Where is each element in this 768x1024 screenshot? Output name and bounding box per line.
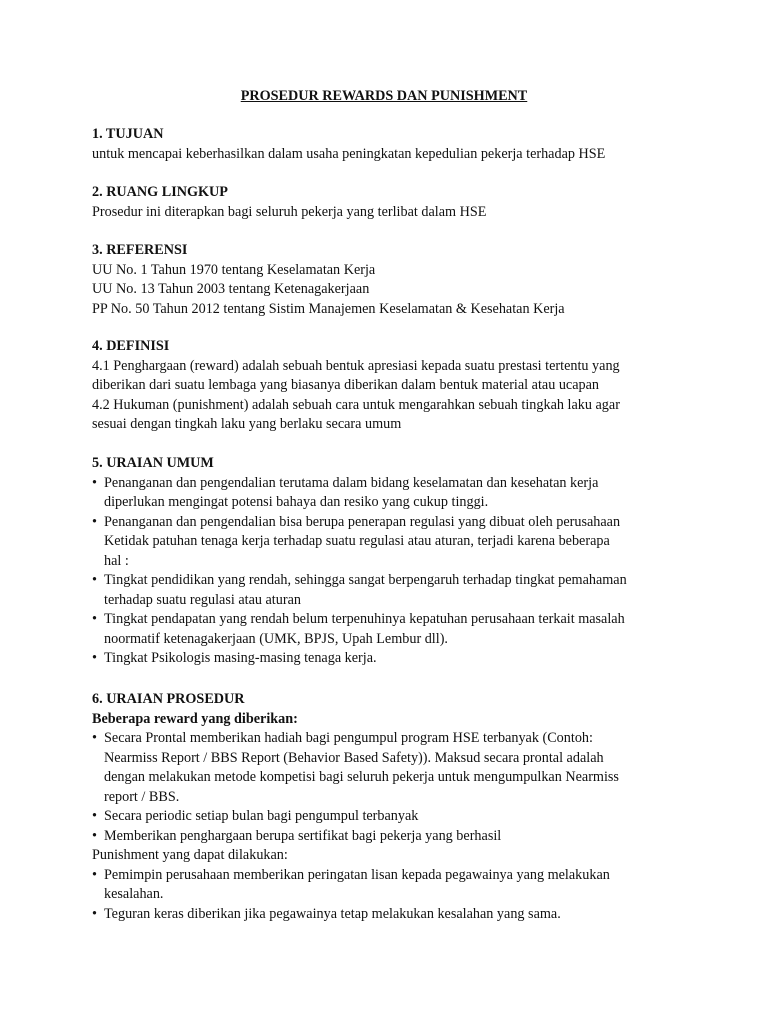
bullet-marker: • bbox=[92, 572, 97, 588]
section-ruang-lingkup bbox=[92, 183, 692, 222]
bullet-marker: • bbox=[92, 866, 97, 883]
section-heading: 6. URAIAN PROSEDUR bbox=[92, 691, 245, 707]
list-item-line: Tingkat Psikologis masing-masing tenaga kerja. bbox=[104, 650, 377, 666]
section-uraian-prosedur bbox=[92, 690, 692, 924]
section-text: untuk mencapai keberhasilkan dalam usaha peningkatan kepedulian pekerja terhadap HSE bbox=[92, 145, 606, 162]
list-item-line: Pemimpin perusahaan memberikan peringatan lisan kepada pegawainya yang melakukan bbox=[104, 866, 610, 883]
definition-line: diberikan dari suatu lembaga yang biasanya diberikan dalam bentuk material atau ucapan bbox=[92, 377, 600, 393]
list-item-line: dengan melakukan metode kompetisi bagi seluruh pekerja untuk mengumpulkan Nearmiss bbox=[104, 769, 619, 785]
section-heading: 1. TUJUAN bbox=[92, 126, 164, 142]
list-item-line: terhadap suatu regulasi atau aturan bbox=[104, 591, 301, 608]
list-item-line: Secara periodic setiap bulan bagi pengumpul terbanyak bbox=[104, 808, 419, 824]
bullet-marker: • bbox=[92, 730, 97, 746]
list-item bbox=[92, 866, 692, 905]
reference-line: PP No. 50 Tahun 2012 tentang Sistim Manajemen Keselamatan & Kesehatan Kerja bbox=[92, 300, 565, 317]
list-item-line: Nearmiss Report / BBS Report (Behavior Based Safety)). Maksud secara prontal adalah bbox=[104, 749, 604, 766]
list-item bbox=[92, 807, 692, 827]
section-definisi bbox=[92, 337, 692, 435]
list-item bbox=[92, 827, 692, 866]
definition-line: sesuai dengan tingkah laku yang berlaku secara umum bbox=[92, 416, 402, 432]
definition-line: 4.1 Penghargaan (reward) adalah sebuah bentuk apresiasi kepada suatu prestasi tertentu yang bbox=[92, 357, 620, 374]
bullet-marker: • bbox=[92, 905, 97, 922]
bullet-marker: • bbox=[92, 808, 97, 824]
section-tujuan bbox=[92, 125, 692, 164]
list-item-line: Memberikan penghargaan berupa sertifikat bagi pekerja yang berhasil bbox=[104, 827, 502, 844]
punishment-subheading: Punishment yang dapat dilakukan: bbox=[92, 847, 288, 863]
list-item-line: Penanganan dan pengendalian bisa berupa penerapan regulasi yang dibuat oleh perusahaan bbox=[104, 513, 621, 530]
bullet-marker: • bbox=[92, 611, 97, 627]
list-item-line: report / BBS. bbox=[104, 788, 180, 805]
section-heading: 2. RUANG LINGKUP bbox=[92, 184, 228, 200]
bullet-marker: • bbox=[92, 474, 97, 491]
list-item bbox=[92, 649, 692, 669]
list-item-line: Secara Prontal memberikan hadiah bagi pengumpul program HSE terbanyak (Contoh: bbox=[104, 730, 593, 746]
list-item-line: diperlukan mengingat potensi bahaya dan resiko yang cukup tinggi. bbox=[104, 494, 489, 510]
list-item bbox=[92, 571, 692, 610]
list-item-line: Tingkat pendidikan yang rendah, sehingga sangat berpengaruh terhadap tingkat pemahaman bbox=[104, 572, 627, 588]
section-heading: 3. REFERENSI bbox=[92, 242, 188, 258]
definition-line: 4.2 Hukuman (punishment) adalah sebuah cara untuk mengarahkan sebuah tingkah laku agar bbox=[92, 396, 620, 413]
list-item bbox=[92, 474, 692, 513]
reference-line: UU No. 1 Tahun 1970 tentang Keselamatan Kerja bbox=[92, 261, 376, 278]
list-item-line: hal : bbox=[104, 552, 129, 569]
section-text: Prosedur ini diterapkan bagi seluruh pekerja yang terlibat dalam HSE bbox=[92, 203, 487, 220]
bullet-marker: • bbox=[92, 827, 97, 844]
list-item-line: kesalahan. bbox=[104, 886, 164, 902]
section-heading: 5. URAIAN UMUM bbox=[92, 455, 214, 471]
section-uraian-umum bbox=[92, 454, 692, 669]
list-item-line: noormatif ketenagakerjaan (UMK, BPJS, Upah Lembur dll). bbox=[104, 630, 448, 647]
reference-line: UU No. 13 Tahun 2003 tentang Ketenagakerjaan bbox=[92, 281, 370, 297]
list-item-line: Ketidak patuhan tenaga kerja terhadap suatu regulasi atau aturan, terjadi karena beberapa bbox=[104, 533, 610, 549]
section-referensi bbox=[92, 241, 692, 319]
list-item bbox=[92, 729, 692, 807]
list-item-line: Tingkat pendapatan yang rendah belum terpenuhinya kepatuhan perusahaan terkait masalah bbox=[104, 611, 625, 627]
bullet-marker: • bbox=[92, 650, 97, 666]
rewards-subheading: Beberapa reward yang diberikan: bbox=[92, 710, 298, 727]
list-item bbox=[92, 513, 692, 572]
list-item-line: Teguran keras diberikan jika pegawainya tetap melakukan kesalahan yang sama. bbox=[104, 905, 561, 922]
section-heading: 4. DEFINISI bbox=[92, 338, 170, 354]
list-item bbox=[92, 610, 692, 649]
document-title: PROSEDUR REWARDS DAN PUNISHMENT bbox=[240, 88, 528, 104]
bullet-marker: • bbox=[92, 513, 97, 530]
list-item-line: Penanganan dan pengendalian terutama dalam bidang keselamatan dan kesehatan kerja bbox=[104, 474, 599, 491]
list-item bbox=[92, 905, 692, 925]
